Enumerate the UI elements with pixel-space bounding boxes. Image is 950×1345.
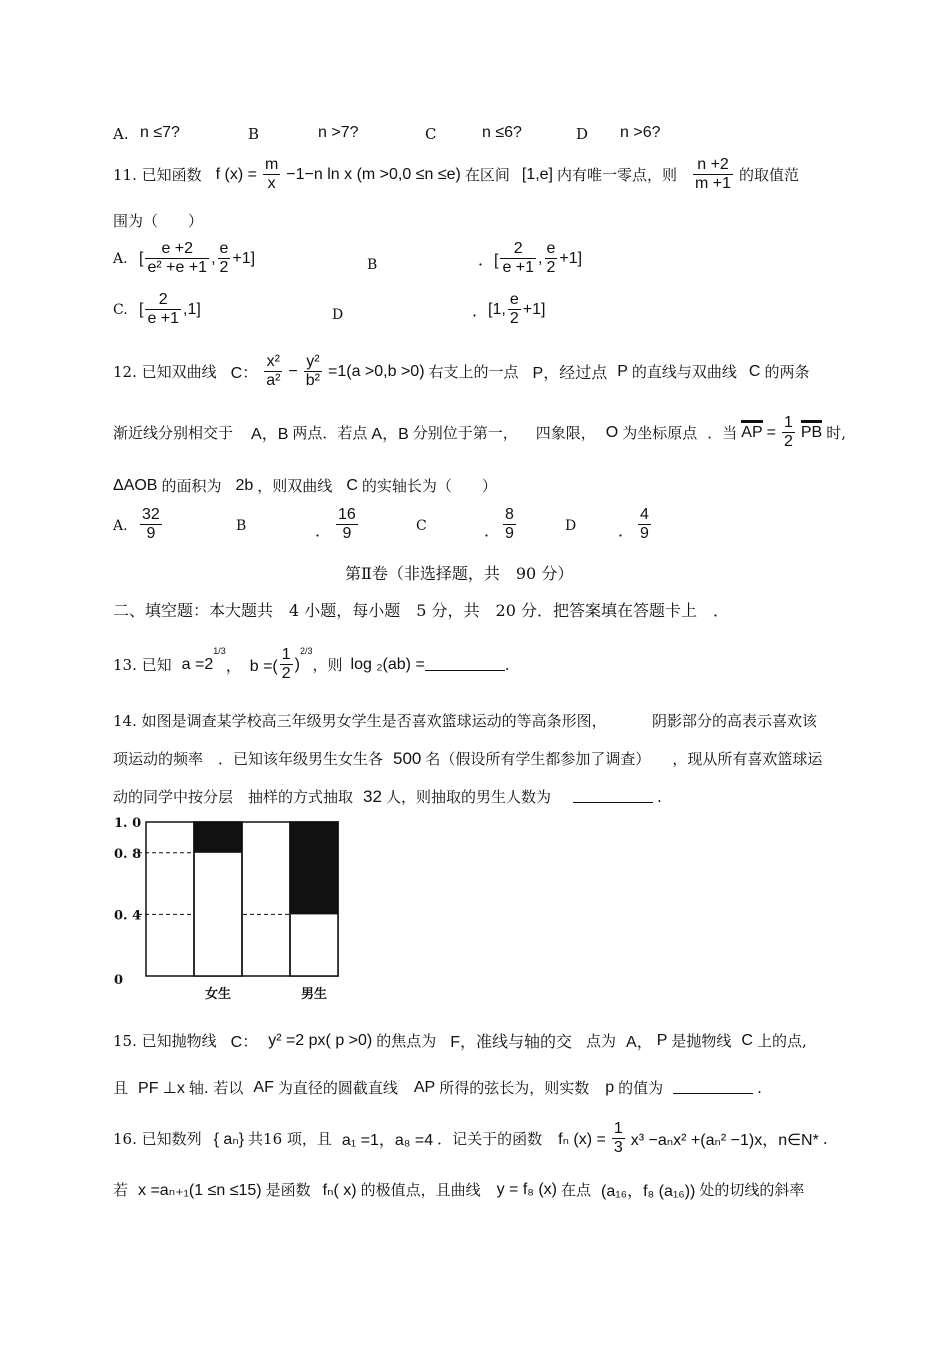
- q14-line2-b: 500: [393, 748, 422, 768]
- q16-line2-b: x =aₙ₊₁(1 ≤n ≤15): [138, 1181, 262, 1199]
- q11-a-mid-den: 2: [219, 259, 229, 277]
- q15-line1-b: C：: [230, 1034, 259, 1051]
- q12-c-den: 9: [505, 525, 514, 543]
- q16-frac-den: 3: [613, 1139, 623, 1157]
- q12-c2: C: [748, 362, 761, 380]
- q15-line2-g: 所得的弦长为，则实数: [439, 1079, 590, 1097]
- q13-b-head: ， b =(: [225, 658, 278, 676]
- q12-line3-c: 2b: [235, 476, 254, 494]
- q14-line3-b: 32: [363, 786, 382, 806]
- q15-line2-h: p: [605, 1078, 615, 1096]
- q11-b-mid-den: 2: [546, 259, 556, 277]
- q12-p2: P: [617, 362, 628, 380]
- section-2-heading: 二、填空题：本大题共 4 小题，每小题 5 分，共 20 分．把答案填在答题卡上 ．: [113, 601, 729, 620]
- q12-eq-rest: =1(a >0,b >0): [328, 362, 425, 380]
- q16-line1-g: x³ −aₙx² +(aₙ² −1)x，n∈N*: [630, 1132, 819, 1150]
- q16-line2-f: y = f₈ (x): [496, 1180, 557, 1198]
- q12-number: 12. 已知双曲线: [113, 363, 217, 382]
- q12-option-b-label: B: [236, 518, 247, 534]
- q11-a-mid-num: e: [218, 240, 231, 259]
- q14-line2-c: 名（假设所有学生都参加了调查）: [425, 750, 651, 768]
- part-2-title: 第Ⅱ卷（非选择题，共 90 分）: [345, 564, 574, 583]
- q16-line1-b: { aₙ}: [213, 1130, 245, 1148]
- q12-half-num: 1: [782, 414, 795, 433]
- q13-number: 13. 已知: [113, 656, 172, 675]
- q13-a-exponent: 1/3: [213, 645, 226, 656]
- q11-option-d: ． [1, $\frac{e}{2}$ +1]: [472, 291, 546, 328]
- q14-line3-a: 动的同学中按分层 抽样的方式抽取: [113, 788, 354, 806]
- q15-line1-h: P: [656, 1031, 668, 1049]
- q12-line2-e: 分别位于第一，: [412, 424, 518, 443]
- q14-line3-c: 人，则抽取的男生人数为: [385, 788, 551, 806]
- q12-line2-c: 两点．若点: [292, 424, 368, 443]
- q13-answer-blank[interactable]: [425, 658, 505, 671]
- q11-option-c: C. [ $\frac{2}{e +1}$ ,1]: [113, 291, 201, 328]
- q16-line1-h: .: [822, 1129, 828, 1148]
- q15-line2-f: AP: [413, 1078, 436, 1096]
- q12-line2-j: 时,: [826, 424, 846, 443]
- q15-line2-e: 为直径的圆截直线: [277, 1079, 398, 1097]
- q11-option-a-label: A.: [113, 250, 128, 267]
- q13-log: log ₂(ab) =: [350, 655, 425, 673]
- q12-c-num: 8: [503, 506, 516, 525]
- chart-category-label: 女生: [204, 987, 232, 1002]
- q15-line2-j: .: [757, 1078, 762, 1097]
- q16-line2-a: 若: [113, 1181, 129, 1199]
- q12-line3-f: 的实轴长为（ ）: [361, 477, 497, 495]
- q10-option-d-label: D: [576, 125, 589, 143]
- q11-ask: 的取值范: [739, 166, 800, 185]
- q12-line3-a: ΔAOB: [113, 476, 158, 494]
- q16-line2-h: (a₁₆，f₈ (a₁₆)): [601, 1183, 696, 1200]
- q12-equals: =: [766, 423, 776, 441]
- q16-line1-d: a₁ =1，a₈ =4: [341, 1132, 434, 1150]
- chart-bar-shaded: [290, 822, 338, 914]
- q10-option-b: n >7?: [318, 124, 359, 141]
- q13-then: ，则: [312, 656, 343, 675]
- chart-y-tick-label: 0. 4: [114, 908, 142, 924]
- q12-line2-a: 渐近线分别相交于: [113, 424, 234, 443]
- q16-line1-a: 16. 已知数列: [113, 1130, 202, 1149]
- q11-c-num: 2: [145, 291, 181, 310]
- chart-y-tick-label: 0: [114, 973, 124, 988]
- q11-ratio-den: m +1: [695, 175, 732, 193]
- q15-line1-j: C: [741, 1031, 753, 1049]
- q12-text-3: 的两条: [764, 363, 810, 382]
- q13-b-exponent: 2/3: [300, 645, 313, 656]
- q11-d-head: [1,: [488, 300, 506, 318]
- q14-line3-d: .: [656, 787, 662, 806]
- q12-vector-pb: PB: [800, 423, 823, 441]
- q10-option-a: n ≤7?: [140, 124, 180, 141]
- q12-p: P，经过点: [532, 365, 608, 383]
- q11-ask-2: 围为（ ）: [113, 212, 204, 230]
- q15-line1-g: A，: [626, 1034, 653, 1051]
- q16-frac-num: 1: [612, 1120, 625, 1139]
- q11-number: 11. 已知函数: [113, 166, 202, 185]
- q14-answer-blank[interactable]: [573, 790, 653, 803]
- q10-option-c-label: C: [425, 125, 437, 143]
- q13-a: a =2: [181, 655, 214, 673]
- q12-line2-i: ．当: [707, 424, 738, 443]
- q12-y-num: y²: [304, 353, 322, 372]
- q11-d-num: e: [508, 291, 521, 310]
- q12-option-d-label: D: [565, 518, 577, 534]
- q13-b-den: 2: [281, 665, 291, 683]
- q12-d-den: 9: [640, 525, 649, 543]
- q11-d-den: 2: [509, 310, 519, 328]
- chart-bar-shaded: [194, 822, 242, 853]
- q15-line2-b: PF ⊥x: [138, 1079, 185, 1097]
- q10-option-a-label: A.: [113, 125, 129, 143]
- chart-y-tick-label: 1. 0: [114, 816, 142, 831]
- q11-c-den: e +1: [147, 310, 180, 328]
- q11-func-rest: −1−n ln x (m >0,0 ≤n ≤e): [286, 165, 461, 183]
- q14-line2-d: ，现从所有喜欢篮球运: [672, 750, 823, 768]
- q12-line3-b: 的面积为: [161, 477, 222, 495]
- q15-line1-f: 点为: [586, 1032, 617, 1050]
- q11-zero-text: 内有唯一零点，则: [557, 166, 678, 185]
- q11-func: f (x) =: [215, 165, 257, 183]
- q11-option-b-label: B: [367, 257, 378, 273]
- q11-a-num: e +2: [145, 240, 209, 259]
- q12-option-a-label: A.: [113, 518, 128, 534]
- q11-ratio-num: n +2: [693, 156, 733, 175]
- q11-option-c-label: C.: [113, 301, 128, 318]
- q14-bar-chart: [112, 812, 352, 1008]
- q11-b-num: 2: [500, 240, 536, 259]
- q12-a-den: 9: [146, 525, 156, 543]
- q12-d-num: 4: [638, 506, 651, 525]
- q14-line2-a: 项运动的频率 ．已知该年级男生女生各: [113, 750, 384, 768]
- q15-line2-i: 的值为: [618, 1079, 664, 1097]
- q10-option-b-label: B: [248, 125, 260, 143]
- q13-b-num: 1: [280, 646, 293, 665]
- q15-answer-blank[interactable]: [673, 1081, 753, 1094]
- q12-text-1: 右支上的一点: [428, 363, 519, 382]
- q10-option-c: n ≤6?: [482, 124, 522, 141]
- question-13: [113, 646, 510, 684]
- q16-line1-c: 共16 项，且: [248, 1130, 332, 1149]
- q11-interval-text: 在区间: [464, 166, 510, 185]
- q12-line2-d: A，B: [371, 426, 409, 444]
- q16-line2-c: 是函数: [265, 1181, 311, 1199]
- q12-option-c-label: C: [416, 518, 427, 534]
- q12-x-num: x²: [264, 353, 282, 372]
- q11-option-b: ．[ $\frac{2}{e +1}$ , $\frac{e}{2}$ +1]: [478, 240, 583, 277]
- q15-line1-k: 上的点,: [756, 1032, 807, 1050]
- q11-a-den: e² +e +1: [147, 259, 208, 277]
- q11-c-tail: ,1]: [183, 300, 201, 318]
- q12-line2-h: 为坐标原点: [622, 424, 698, 443]
- q12-b-den: 9: [342, 525, 352, 543]
- q16-line2-i: 处的切线的斜率: [699, 1181, 805, 1199]
- q16-line2-e: 的极值点，且曲线: [360, 1181, 481, 1199]
- q12-line3-d: ，则双曲线: [257, 477, 333, 495]
- q15-line2-c: 轴. 若以: [188, 1079, 244, 1097]
- q12-line2-b: A，B: [251, 426, 289, 444]
- q12-x-den: a²: [266, 372, 281, 390]
- q11-interval: [1,e]: [521, 165, 553, 183]
- q14-line1-b: 阴影部分的高表示喜欢该: [652, 712, 818, 730]
- q11-d-tail: +1]: [522, 300, 546, 318]
- chart-y-tick-label: 0. 8: [114, 846, 142, 862]
- q12-line2-g: O: [605, 423, 619, 441]
- q16-line2-d: fₙ( x): [322, 1181, 357, 1199]
- q11-frac-num: m: [263, 156, 280, 175]
- q12-line3-e: C: [346, 476, 358, 494]
- q11-b-mid-num: e: [545, 240, 558, 259]
- q15-line2-d: AF: [253, 1078, 274, 1096]
- q15-line1-a: 15. 已知抛物线: [113, 1032, 217, 1050]
- q12-b-num: 16: [336, 506, 358, 525]
- q12-text-2: 的直线与双曲线: [631, 363, 737, 382]
- q14-line1-a: 14. 如图是调查某学校高三年级男女学生是否喜欢篮球运动的等高条形图，: [113, 712, 607, 730]
- q12-c: C：: [230, 365, 259, 383]
- q11-b-den: e +1: [502, 259, 535, 277]
- q12-half-den: 2: [783, 433, 793, 451]
- q15-line1-e: F，准线与轴的交: [450, 1034, 573, 1051]
- q11-option-d-label: D: [332, 307, 344, 323]
- q15-line1-d: 的焦点为: [376, 1032, 437, 1050]
- q12-line2-f: 四象限，: [535, 424, 596, 443]
- q12-a-num: 32: [140, 506, 162, 525]
- chart-category-label: 男生: [300, 987, 328, 1002]
- q11-frac-den: x: [267, 175, 276, 193]
- q12-y-den: b²: [305, 372, 320, 390]
- q13-b-tail: ): [294, 655, 300, 673]
- q16-line2-g: 在点: [561, 1181, 592, 1199]
- q11-option-a: A. [ $\frac{e +2}{\text{e² +e +1}}$ , $\frac{e}{2}$ +1]: [113, 240, 256, 277]
- q15-line1-i: 是抛物线: [671, 1032, 732, 1050]
- q13-end: .: [504, 655, 510, 674]
- q12-vector-ap: AP: [741, 423, 763, 441]
- q16-line1-e: ．记关于的函数: [437, 1130, 543, 1149]
- q15-line2-a: 且: [113, 1079, 129, 1097]
- q15-line1-c: y² =2 px( p >0): [268, 1031, 373, 1049]
- q10-option-d: n >6?: [620, 124, 661, 141]
- q16-line1-f: fₙ (x) =: [558, 1130, 606, 1148]
